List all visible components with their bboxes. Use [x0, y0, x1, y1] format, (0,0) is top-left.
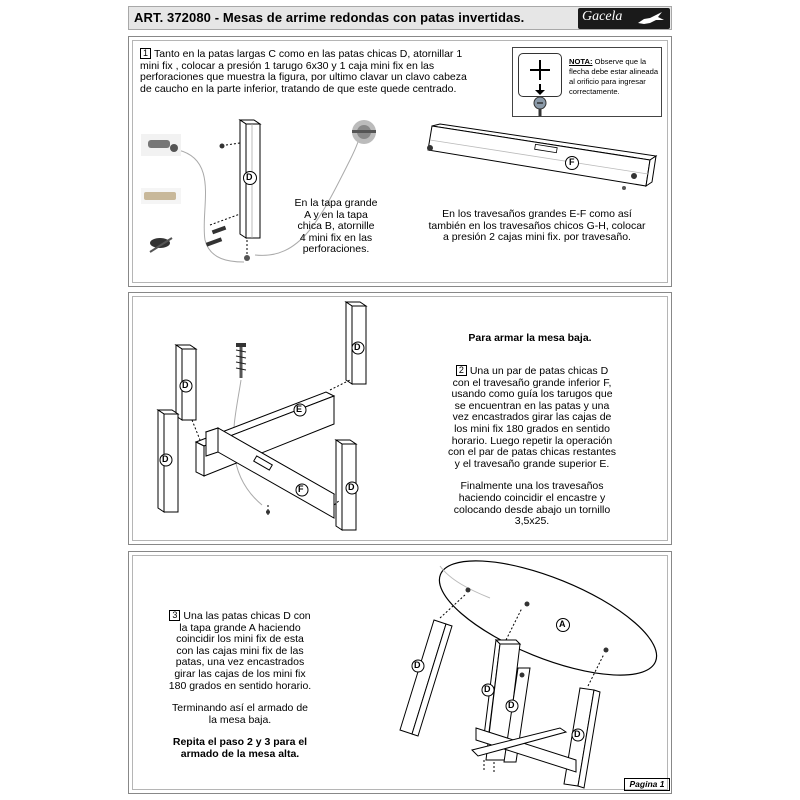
tapa-instruction: En la tapa grande A y en la tapa chica B, atornille 4 mini fix en las perforaciones. — [294, 197, 378, 256]
leg-d-label-3d: D — [574, 729, 581, 739]
leg-d-label-2b: D — [162, 454, 169, 464]
step3-number: 3 — [169, 610, 180, 621]
beam-f-label-2: F — [298, 484, 304, 494]
step1-text: 1 Tanto en la patas largas C como en las patas chicas D, atornillar 1 mini fix , colocar a presión 1 tarugo 6x30 y 1 caja mini fix en las perforaciones que muestra la figura, por ultimo clavar un clavo cabeza de caucho en la parte inferior, tratando de que este quede centrado. — [140, 48, 467, 95]
page-title: ART. 372080 - Mesas de arrime redondas con patas invertidas. — [134, 10, 525, 25]
leg-d-label-2d: D — [348, 482, 355, 492]
leg-d-label-3b: D — [484, 684, 491, 694]
leg-d-label: D — [246, 172, 253, 182]
travesano-instruction: En los travesaños grandes E-F como así también en los travesaños chicos G-H, colocar a presión 2 cajas mini fix. por travesaño. — [428, 208, 646, 244]
leg-d-label-2a: D — [182, 380, 189, 390]
top-a-label: A — [559, 619, 566, 629]
step2-text: 2 Una un par de patas chicas D con el travesaño grande inferior F, usando como guía los tarugos que se encuentran en las patas y una vez encastrados girar las cajas de los mini fix 180 grados en sentido horario. Luego repetir la operación con el par de patas chicas restantes y el travesaño grande superior E. Finalmente una los travesaños haciendo coincidir el encastre y colocando desde abajo un tornillo 3,5x25. — [447, 365, 617, 528]
step1-number: 1 — [140, 48, 151, 59]
beam-f-label: F — [569, 157, 575, 167]
leg-d-3a — [400, 620, 452, 736]
page-number: Pagina 1 — [624, 778, 670, 791]
leg-d-label-3a: D — [414, 660, 421, 670]
logo-text: Gacela — [582, 9, 623, 24]
leg-d-label-3c: D — [508, 700, 515, 710]
leg-d-3d — [564, 688, 600, 788]
note-text: NOTA: Observe que la flecha debe estar alineada al orificio para ingresar correctamente. — [569, 57, 659, 96]
table-top-a — [425, 537, 670, 698]
step3-text: 3 Una las patas chicas D con la tapa grande A haciendo coincidir los mini fix de esta con las cajas mini fix de las patas, una vez encastrados girar las cajas de los mini fix 180 grados en sentido horario. Terminando así el armado de la mesa baja. Repita el paso 2 y 3 para el armado de la mesa alta. — [168, 610, 312, 760]
step2-number: 2 — [456, 365, 467, 376]
beam-e-label: E — [296, 404, 303, 414]
leg-d-label-2c: D — [354, 342, 361, 352]
step2-heading: Para armar la mesa baja. — [468, 332, 592, 344]
